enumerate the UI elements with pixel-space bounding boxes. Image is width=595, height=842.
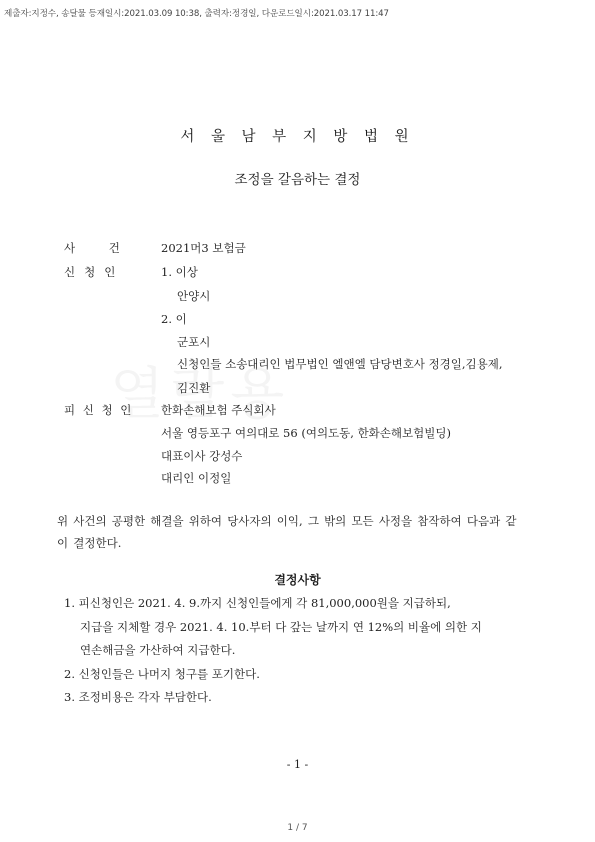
document-title: 조정을 갈음하는 결정 <box>234 172 361 188</box>
applicant-2-address: 군포시 <box>177 335 211 349</box>
intro-paragraph: 위 사건의 공평한 해결을 위하여 당사자의 이익, 그 밖의 모든 사정을 참작하여 다음과 같이 결정한다. <box>57 514 517 550</box>
decision-1-line3: 연손해금을 가산하여 지급한다. <box>80 643 236 657</box>
respondent-label: 피 신 청 인 <box>64 403 134 417</box>
applicant-1-address: 안양시 <box>177 289 211 303</box>
respondent-agent: 대리인 이정일 <box>161 471 232 485</box>
respondent-name: 한화손해보험 주식회사 <box>161 403 276 417</box>
respondent-representative: 대표이사 강성수 <box>161 449 243 463</box>
decision-section-title: 결정사항 <box>274 573 321 587</box>
case-label: 사 건 <box>64 241 120 255</box>
respondent-address: 서울 영등포구 여의대로 56 (여의도동, 한화손해보험빌딩) <box>161 426 451 440</box>
applicant-agent-line1: 신청인들 소송대리인 법무법인 엘앤엘 담당변호사 정경일,김용제, <box>177 357 503 371</box>
case-value: 2021머3 보험금 <box>161 241 246 255</box>
pdf-page-indicator: 1 / 7 <box>287 823 308 833</box>
applicant-1-name: 1. 이상 <box>161 265 198 279</box>
applicant-agent-line2: 김진환 <box>177 381 211 395</box>
decision-1-line1: 1. 피신청인은 2021. 4. 9.까지 신청인들에게 각 81,000,000원을 지급하되, <box>64 596 451 610</box>
applicant-2-name: 2. 이 <box>161 312 187 326</box>
court-name: 서 울 남 부 지 방 법 원 <box>180 129 415 145</box>
print-header-meta: 제출자:지정수, 송달물 등재일시:2021.03.09 10:38, 출력자:정경일, 다운로드일시:2021.03.17 11:47 <box>4 9 389 19</box>
page-number: - 1 - <box>286 758 309 771</box>
decision-3: 3. 조정비용은 각자 부담한다. <box>64 690 212 704</box>
applicant-label: 신청인 <box>64 265 125 279</box>
decision-1-line2: 지급을 지체할 경우 2021. 4. 10.부터 다 갚는 날까지 연 12%의 비율에 의한 지 <box>80 620 482 634</box>
decision-2: 2. 신청인들은 나머지 청구를 포기한다. <box>64 667 260 681</box>
